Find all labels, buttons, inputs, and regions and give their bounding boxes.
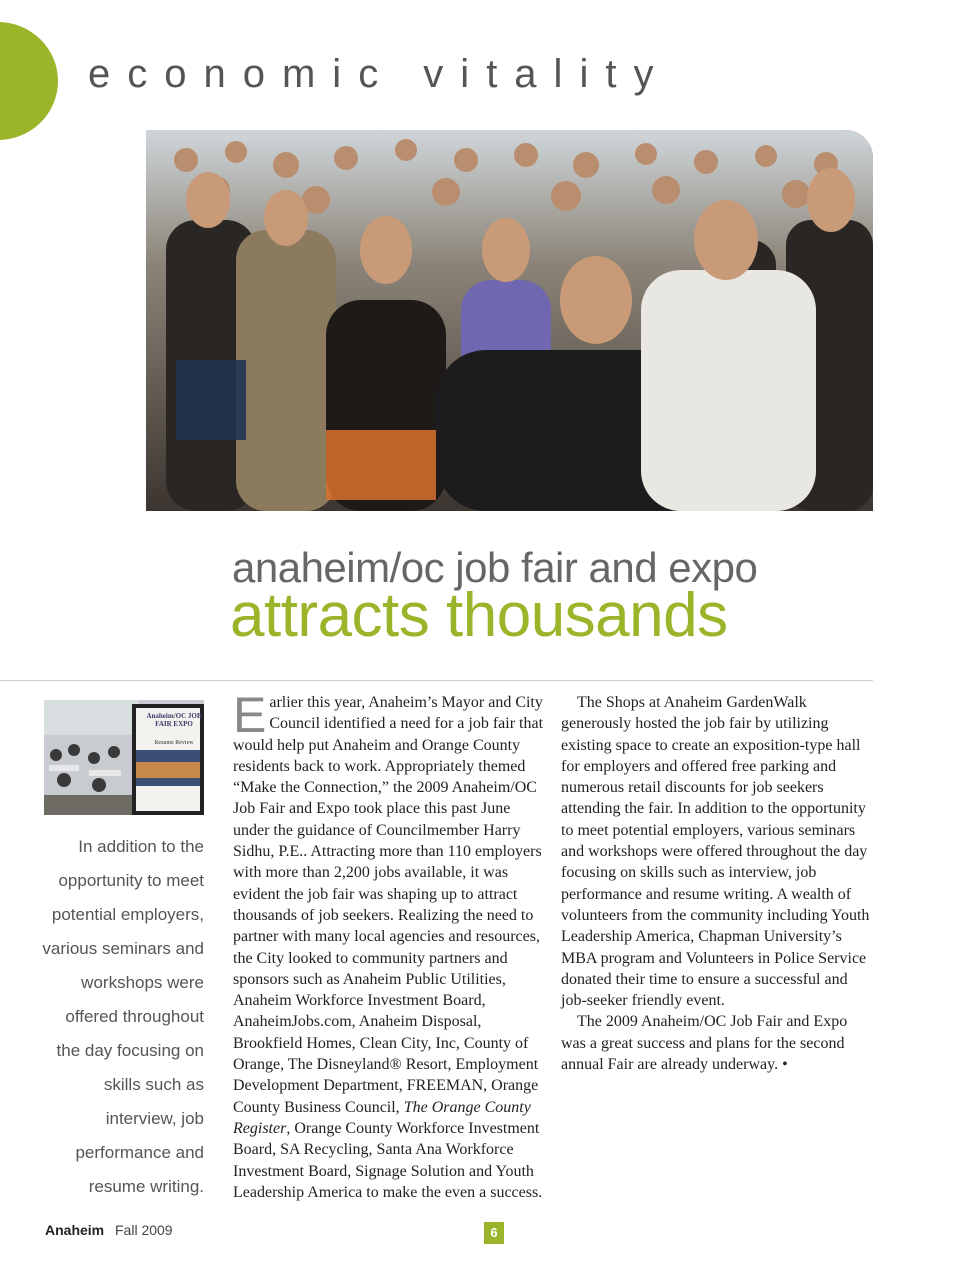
section-title: economic vitality — [88, 52, 671, 96]
newspaper-title: The Orange County Register — [233, 1098, 531, 1137]
poster-subtitle: Resume Review — [154, 740, 194, 746]
headline-line-1: anaheim/oc job fair and expo — [232, 544, 758, 591]
publication-name: Anaheim — [45, 1222, 105, 1238]
drop-cap: E — [233, 687, 267, 743]
article-paragraph-3: The 2009 Anaheim/OC Job Fair and Expo was a great success and plans for the second annual Fair are already underway. • — [561, 1013, 848, 1074]
article-column-1 — [233, 687, 545, 1203]
page-number: 6 — [484, 1222, 504, 1244]
paragraph-1-tail: , Orange County Workforce Investment Board, SA Recycling, Santa Ana Workforce Investment Board, Signage Solution and Youth Leadership America to make the even a success. — [233, 1119, 543, 1201]
headline-line-2: attracts thousands — [230, 581, 728, 650]
poster-title: Anaheim/OC JOB FAIR EXPO — [146, 712, 202, 728]
accent-circle — [0, 22, 58, 140]
paragraph-1-lead: arlier this year, Anaheim’s Mayor and City Council identified a need for a job fair that would help put Anaheim and Orange County residents back to work. Appropriately themed “Make the Connection,” the 2009 Anaheim/OC Job Fair and Expo took place this past June under the guidance of Councilmember Harry Sidhu, P.E.. Attracting more than 110 employers with more than 2,200 jobs available, it was evident the job fair was shaping up to attract thousands of job seekers. Realizing the need to partner with many local agencies and resources, the City looked to community partners and sponsors such as Anaheim Public Utilities, Anaheim Workforce Investment Board, AnaheimJobs.com, Anaheim Disposal, Brookfield Homes, Clean City, Inc, County of Orange, The Disneyland® Resort, Employment Development Department, FREEMAN, Orange County Business Council, — [233, 694, 544, 1116]
pull-quote: In addition to the opportunity to meet potential employers, various seminars and workshops were offered throughout the day focusing on skills such as interview, job performance and resume writing. — [42, 837, 204, 1196]
issue-date: Fall 2009 — [115, 1222, 173, 1238]
job-fair-crowd-photo — [146, 130, 873, 511]
article-paragraph-1 — [233, 687, 545, 1203]
article-column-2 — [561, 692, 873, 1075]
article-paragraph-2: The Shops at Anaheim GardenWalk generously hosted the job fair by utilizing existing space to create an exposition-type hall for employers and offered free parking and numerous retail discounts for job seekers attending the fair. In addition to the opportunity to meet potential employers, various seminars and workshops were offered throughout the day focusing on skills such as interview, job performance and resume writing. A wealth of volunteers from the community including Youth Leadership America, Chapman University’s MBA program and Volunteers in Police Service donated their time to ensure a successful and job-seeker friendly event. — [561, 694, 870, 1010]
divider — [0, 680, 873, 681]
